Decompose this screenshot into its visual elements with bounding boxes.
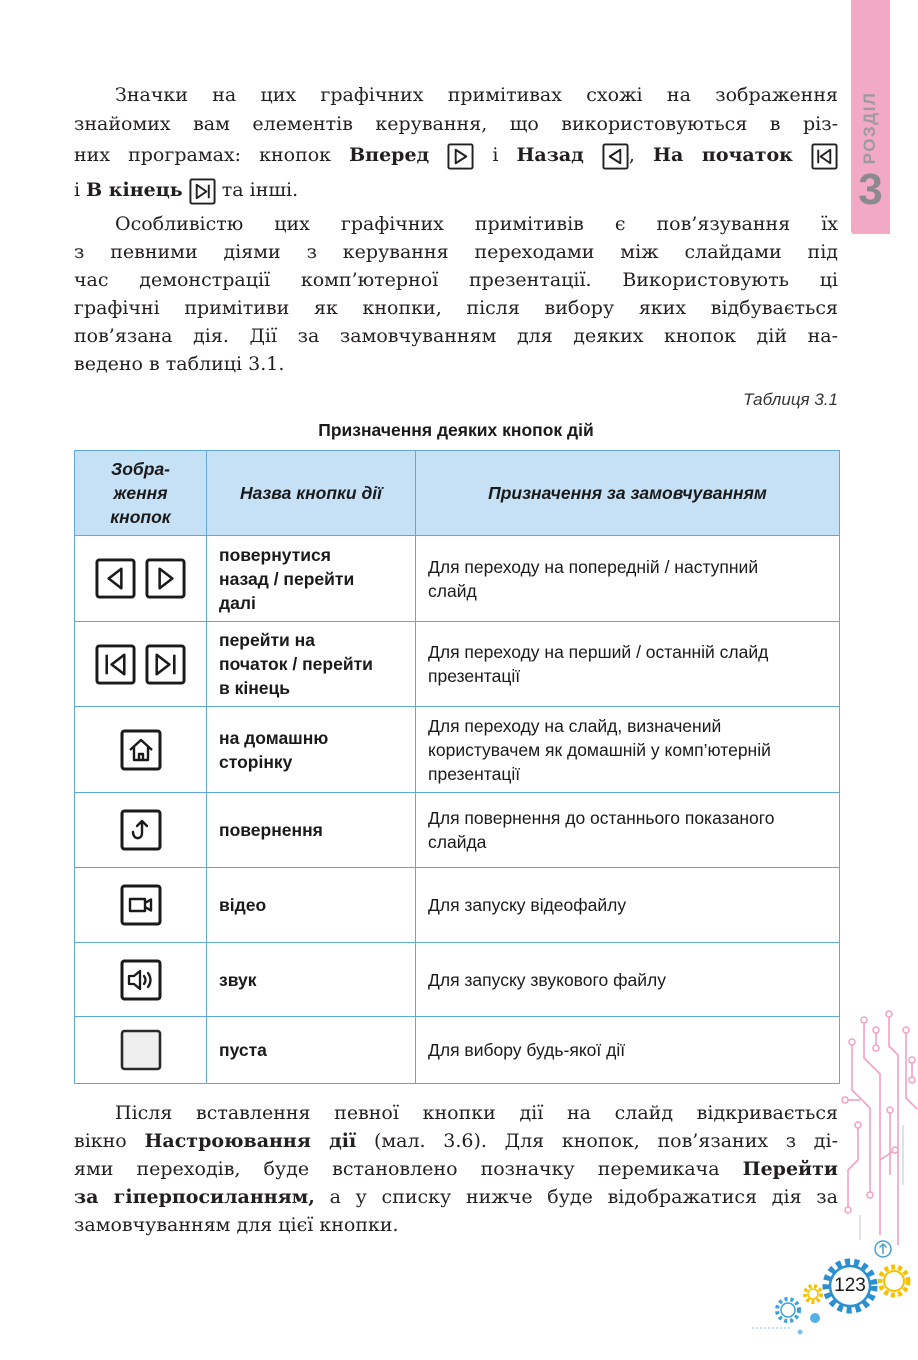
paragraph2-line: графічні примітиви як кнопки, після вибору яких відбувається [74,297,838,319]
row-icons [75,868,207,943]
header-button-image: Зобра- ження кнопок [75,451,207,536]
row-name: відео [207,868,416,943]
paragraph1-line3-text: них програмах: кнопок [74,144,332,166]
circuit-nodes [842,1011,915,1213]
paragraph3-line2-start: вікно [74,1130,127,1152]
circuit-gears-decoration [740,1000,918,1360]
return-button-icon [120,809,162,851]
paragraph1-line3 [74,138,838,173]
row-purpose: Для повернення до останнього показаного слайда [416,793,840,868]
paragraph3-line1: Після вставлення певної кнопки дії на слайд відкривається [115,1102,838,1124]
row-icons [75,793,207,868]
paragraph3-line4 [74,1183,838,1211]
hyperlink-option-label-end: за гіперпосиланням, [74,1186,315,1208]
row-name: повернутися назад / перейти далі [207,536,416,622]
table-caption: Таблиця 3.1 [743,390,838,409]
action-buttons-table [74,450,840,1084]
forward-button-icon [145,558,186,599]
paragraph3-line4-end: а у списку нижче буде відображатися дія за [329,1186,838,1208]
forward-button-icon [447,143,474,170]
conjunction: і [74,179,81,201]
home-button-icon [120,729,162,771]
yellow-gear-icon [880,1267,908,1295]
row-name: на домашню сторінку [207,707,416,793]
circuit-lines [845,1014,917,1245]
small-yellow-gear-icon [805,1286,821,1302]
table-title: Призначення деяких кнопок дій [318,420,594,440]
row-purpose: Для переходу на слайд, визначений користувачем як домашній у комп’ютерній презентації [416,707,840,793]
paragraph-3 [74,1099,838,1239]
header-button-name: Назва кнопки дії [207,451,416,536]
paragraph2-line: з певними діями з керування переходами між слайдами під [74,241,838,263]
paragraph3-line5: замовчуванням для цієї кнопки. [74,1214,399,1236]
table-row [75,793,840,868]
to-start-button-icon [811,143,838,170]
paragraph3-line3-start: ями переходів, буде встановлено позначку перемикача [74,1158,720,1180]
forward-label: Вперед [349,144,430,166]
page-number: 123 [834,1275,866,1296]
paragraph3-line2 [74,1127,838,1155]
section-number: 3 [858,165,883,214]
row-name: перейти на початок / перейти в кінець [207,622,416,707]
section-tab-label: РОЗДІЛ [860,91,879,165]
paragraph2-line: час демонстрації комп’ютерної презентації. Використовують ці [74,269,838,291]
up-arrow-circle-icon [875,1241,891,1257]
row-purpose: Для переходу на перший / останній слайд презентації [416,622,840,707]
back-label: Назад [516,144,584,166]
to-start-label: На початок [653,144,793,166]
paragraph1-line1: Значки на цих графічних примітивах схожі на зображення [115,84,838,106]
row-icons [75,622,207,707]
conjunction: і [492,144,499,166]
back-button-icon [602,143,629,170]
row-icons [75,707,207,793]
action-settings-window-name: Настроювання дії [144,1130,357,1152]
row-icons [75,943,207,1017]
to-start-button-icon [95,644,136,685]
to-end-button-icon [145,644,186,685]
paragraph3-line2-end: (мал. 3.6). Для кнопок, пов’язаних з ді- [373,1130,838,1152]
small-blue-gear-icon [777,1299,799,1321]
header-default-purpose: Призначення за замовчуванням [416,451,840,536]
video-button-icon [120,884,162,926]
table-row [75,868,840,943]
table-header-row [75,451,840,536]
sound-button-icon [120,959,162,1001]
hyperlink-option-label: Перейти [742,1158,838,1180]
to-end-label: В кінець [86,179,183,201]
row-purpose: Для запуску відеофайлу [416,868,840,943]
row-name: повернення [207,793,416,868]
to-end-button-icon [189,178,216,205]
paragraph2-line: пов’язана дія. Дії за замовчуванням для деяких кнопок дій на- [74,325,838,347]
table-row [75,707,840,793]
row-icons [75,536,207,622]
table-row [75,622,840,707]
paragraph-1 [74,81,838,207]
row-name: звук [207,943,416,1017]
section-tab [851,0,890,234]
back-button-icon [95,558,136,599]
row-purpose: Для запуску звукового файлу [416,943,840,1017]
paragraph1-line2: знайомих вам елементів керування, що використовуються в різ- [74,113,838,135]
table-row [75,943,840,1017]
row-icons [75,1017,207,1084]
row-name: пуста [207,1017,416,1084]
blank-button-icon [120,1029,162,1071]
row-purpose: Для вибору будь-якої дії [416,1017,840,1084]
paragraph2-line: Особливістю цих графічних примітивів є пов’язування їх [115,213,838,235]
row-purpose: Для переходу на попередній / наступний слайд [416,536,840,622]
paragraph3-line3 [74,1155,838,1183]
paragraph1-line4 [74,173,838,207]
table-row [75,536,840,622]
comma: , [628,144,635,166]
paragraph1-tail: та інші. [221,179,299,201]
paragraph-2 [74,210,838,378]
table-row [75,1017,840,1084]
paragraph2-line: ведено в таблиці 3.1. [74,353,285,375]
